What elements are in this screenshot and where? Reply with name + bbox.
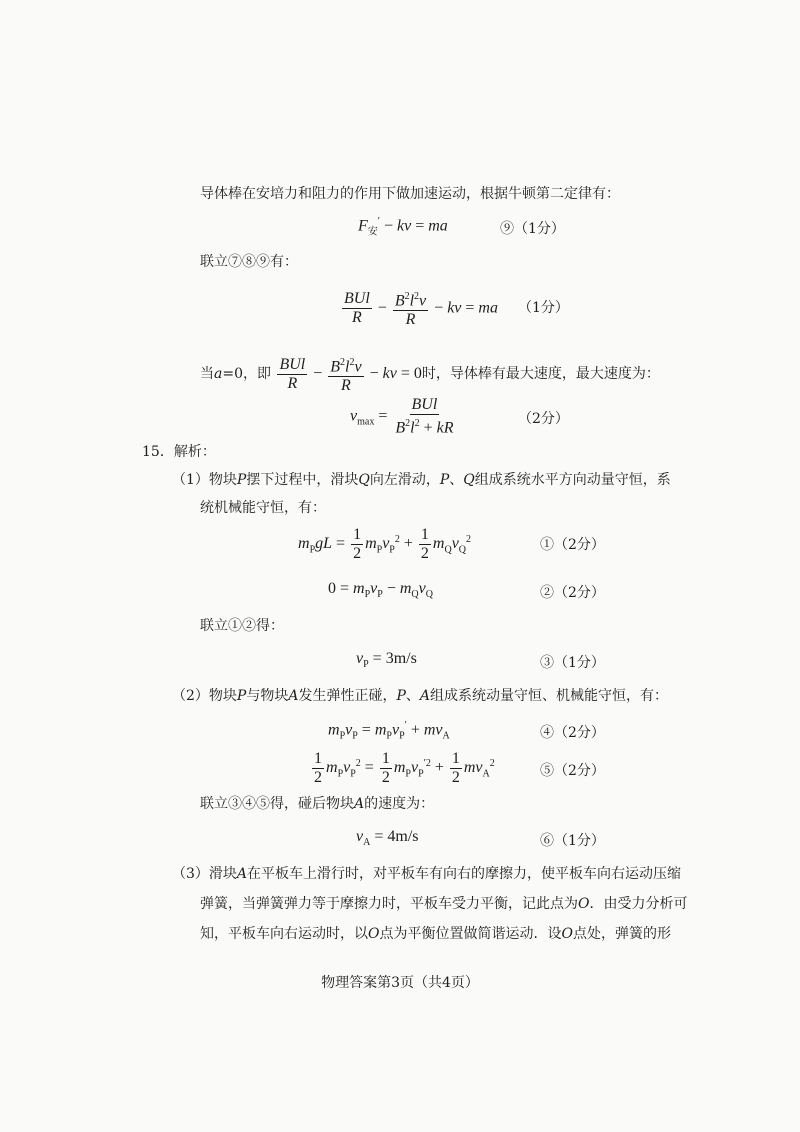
text-line: 联立③④⑤得，碰后物块A的速度为：: [200, 796, 435, 812]
equation-combined: $\frac{\text{BUl}}{R}$ − $\frac{B^2l^2v}{R}$ − kv = ma: [340, 288, 498, 329]
value-va: 4m/s: [387, 828, 419, 845]
equation-va: $v_A = 4m/s$: [356, 828, 419, 849]
equation-vmax: $v_{max}$ = $\frac{\text{BUl}}{B^2l^2 + kR}$: [350, 396, 454, 437]
text-line: （2）物块P与物块A发生弹性正碰，P、A组成系统动量守恒、机械能守恒，有：: [172, 688, 669, 704]
question-heading: 15．解析：: [142, 444, 216, 460]
text-line: 联立①②得：: [200, 618, 284, 634]
score-mark: ⑥（1分）: [540, 833, 605, 849]
score-mark: ③（1分）: [540, 655, 605, 671]
score-mark: ⑨（1分）: [500, 221, 565, 237]
equation-momentum-1: $0 = m_Pv_P - m_Qv_Q$: [328, 580, 433, 601]
equation-newton: $F_安'$ − kv = ma: [358, 216, 448, 238]
score-mark: ②（2分）: [540, 585, 605, 601]
equation-momentum-2: $m_Pv_P = m_Pv_P' + mv_A$: [328, 720, 450, 742]
text-line: （1）物块P摆下过程中，滑块Q向左滑动，P、Q组成系统水平方向动量守恒，系: [172, 472, 671, 488]
text-line: 知，平板车向右运动时，以O点为平衡位置做简谐运动．设O点处，弹簧的形: [200, 926, 671, 942]
score-mark: （2分）: [518, 411, 569, 427]
text-line: 弹簧，当弹簧弹力等于摩擦力时，平板车受力平衡，记此点为O．由受力分析可: [200, 896, 688, 912]
equation-energy-2: $\frac{1}{2}$ $m_Pv_P^2$ = $\frac{1}{2}$ $m_Pv_P^{'2}$ + $\frac{1}{2}$ $mv_A^2$: [314, 750, 495, 786]
text-line: 导体棒在安培力和阻力的作用下做加速运动，根据牛顿第二定律有：: [200, 186, 620, 202]
equation-energy-1: $m_PgL$ = $\frac{1}{2}$ $m_Pv_P^2$ + $\frac{1}{2}$ $m_Qv_Q^2$: [298, 526, 472, 562]
score-mark: ⑤（2分）: [540, 763, 605, 779]
text-line-max-speed: 当a=0，即 $\frac{\text{BUl}}{R}$ − $\frac{B^2l^2v}{R}$ − kv = 0时，导体棒有最大速度，最大速度为：: [200, 352, 660, 396]
text-line: 联立⑦⑧⑨有：: [200, 254, 298, 270]
text-line: 统机械能守恒，有：: [200, 500, 326, 516]
page-footer: 物理答案第3页（共4页）: [321, 975, 479, 991]
score-mark: ④（2分）: [540, 725, 605, 741]
equation-zero-accel: $\frac{\text{BUl}}{R}$ − $\frac{B^2l^2v}{R}$ − kv = 0: [275, 352, 421, 396]
value-vp: 3m/s: [385, 650, 417, 667]
equation-vp: $v_P = 3m/s$: [356, 650, 417, 671]
score-mark: （1分）: [518, 300, 569, 316]
score-mark: ①（2分）: [540, 537, 605, 553]
text-line: （3）滑块A在平板车上滑行时，对平板车有向右的摩擦力，使平板车向右运动压缩: [172, 866, 682, 882]
